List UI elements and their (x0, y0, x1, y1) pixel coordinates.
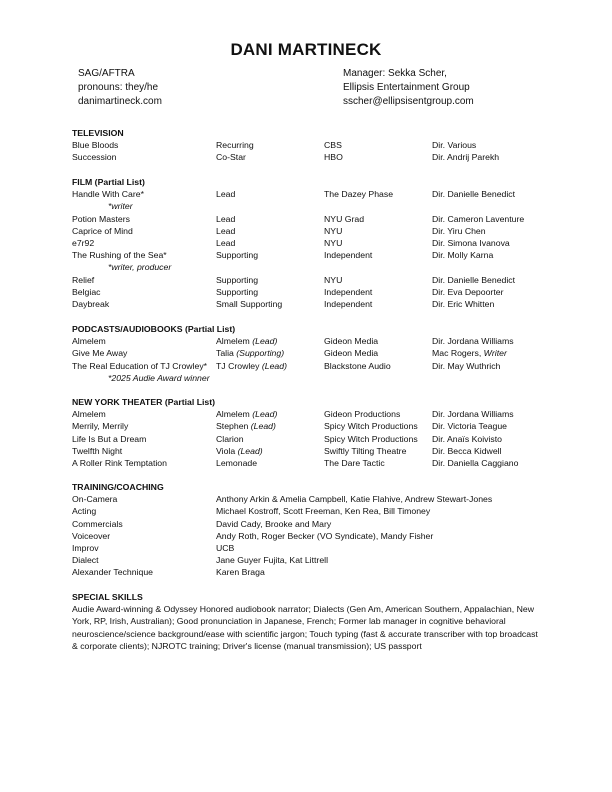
role-type: (Lead) (261, 360, 287, 371)
credit-director: Dir. Andrij Parekh (432, 152, 500, 163)
website: danimartineck.com (78, 96, 162, 107)
credit-company: HBO (324, 152, 343, 163)
role-name: Talia (216, 348, 237, 359)
credit-title: Life Is But a Dream (72, 433, 147, 444)
table-row (72, 274, 552, 286)
television-section (72, 127, 552, 164)
table-row (72, 188, 552, 200)
credit-title: Almelem (72, 409, 106, 420)
credit-director: Dir. Yiru Chen (432, 225, 486, 236)
credit-role (216, 408, 277, 420)
credit-company: NYU Grad (324, 213, 365, 224)
credit-title: The Real Education of TJ Crowley* (72, 360, 208, 371)
credit-role: Small Supporting (216, 298, 283, 309)
table-row (72, 445, 552, 457)
agency: Ellipsis Entertainment Group (343, 82, 470, 93)
table-row (72, 286, 552, 298)
credit-director: Dir. Eric Whitten (432, 298, 495, 309)
training-discipline: Commercials (72, 518, 123, 529)
credit-director (432, 335, 514, 347)
credit-director: Dir. Eva Depoorter (432, 286, 504, 297)
role-name: Lemonade (216, 457, 258, 468)
credit-role (216, 335, 277, 347)
table-row (72, 249, 552, 261)
credit-director: Dir. Becca Kidwell (432, 445, 502, 456)
credit-company: Independent (324, 298, 373, 309)
section-title: TELEVISION (72, 128, 124, 138)
training-discipline: Dialect (72, 555, 99, 566)
credit-role: Recurring (216, 140, 254, 151)
credit-company: Gideon Media (324, 336, 379, 347)
role-name: Almelem (216, 409, 253, 420)
role-name: Clarion (216, 433, 244, 444)
credit-company: NYU (324, 225, 343, 236)
credit-note: *2025 Audie Award winner (108, 372, 210, 383)
training-teachers: Anthony Arkin & Amelia Campbell, Katie Flahive, Andrew Stewart-Jones (216, 494, 493, 505)
credit-title: Blue Bloods (72, 140, 119, 151)
credit-company: Gideon Media (324, 348, 379, 359)
credit-director: Dir. Danielle Benedict (432, 189, 516, 200)
credit-company: NYU (324, 274, 343, 285)
credit-role: Lead (216, 237, 236, 248)
contact-left (78, 67, 162, 109)
role-name: Almelem (216, 336, 253, 347)
credit-company: NYU (324, 237, 343, 248)
table-row (72, 542, 552, 554)
director-role: Writer (483, 348, 507, 359)
credit-director: Dir. Daniella Caggiano (432, 457, 519, 468)
role-name: TJ Crowley (216, 360, 262, 371)
credit-title: Handle With Care* (72, 189, 144, 200)
training-teachers: Karen Braga (216, 567, 265, 578)
credit-company: Independent (324, 286, 373, 297)
credit-title: Belgiac (72, 286, 101, 297)
credit-role (216, 420, 276, 432)
podcasts-section (72, 323, 552, 384)
credit-role (216, 433, 244, 445)
director-name: Mac Rogers, (432, 348, 484, 359)
section-title: FILM (Partial List) (72, 177, 145, 187)
training-discipline: Voiceover (72, 530, 111, 541)
credit-title: Twelfth Night (72, 445, 123, 456)
table-row (72, 347, 552, 359)
credit-role: Lead (216, 213, 236, 224)
film-section (72, 176, 552, 310)
credit-role: Lead (216, 225, 236, 236)
credit-company: Independent (324, 250, 373, 261)
contact-right (343, 67, 474, 109)
credit-title: Caprice of Mind (72, 225, 133, 236)
table-row (72, 505, 552, 517)
training-discipline: On-Camera (72, 494, 118, 505)
manager-email: sscher@ellipsisentgroup.com (343, 96, 474, 107)
training-teachers: Jane Guyer Fujita, Kat Littrell (216, 555, 329, 566)
credit-director: Dir. Jordana Williams (432, 409, 514, 420)
section-title: TRAINING/COACHING (72, 482, 164, 492)
section-title: SPECIAL SKILLS (72, 592, 143, 602)
credit-role: Supporting (216, 286, 259, 297)
training-discipline: Alexander Technique (72, 567, 153, 578)
director-name: Dir. May Wuthrich (432, 360, 501, 371)
table-row (72, 518, 552, 530)
credit-director: Dir. Simona Ivanova (432, 237, 510, 248)
table-row (72, 530, 552, 542)
credit-title: Relief (72, 274, 95, 285)
table-row (72, 554, 552, 566)
training-discipline: Acting (72, 506, 97, 517)
training-teachers: David Cady, Brooke and Mary (216, 518, 332, 529)
credit-title: e7r92 (72, 237, 95, 248)
table-row (72, 213, 552, 225)
theater-section (72, 396, 552, 469)
credit-director (432, 360, 500, 372)
credit-role: Supporting (216, 274, 259, 285)
table-row (72, 225, 552, 237)
training-section (72, 481, 552, 579)
training-teachers: Andy Roth, Roger Becker (VO Syndicate), Mandy Fisher (216, 530, 434, 541)
credit-note: *writer (108, 201, 133, 212)
credit-title: Almelem (72, 336, 106, 347)
credit-title: Merrily, Merrily (72, 421, 129, 432)
training-discipline: Improv (72, 542, 99, 553)
credit-director (432, 347, 507, 359)
credit-company: The Dazey Phase (324, 189, 394, 200)
credit-role (216, 347, 284, 359)
credit-role: Lead (216, 189, 236, 200)
role-type: (Lead) (252, 409, 278, 420)
credit-company: Swiftly Tilting Theatre (324, 445, 407, 456)
credit-role (216, 457, 257, 469)
role-type: (Lead) (252, 336, 278, 347)
credit-company: Spicy Witch Productions (324, 421, 418, 432)
credit-role: Supporting (216, 250, 259, 261)
credit-role (216, 445, 263, 457)
credit-company: Blackstone Audio (324, 360, 391, 371)
credit-company: Gideon Productions (324, 409, 401, 420)
actor-name: DANI MARTINECK (230, 40, 382, 59)
credit-title: Give Me Away (72, 348, 128, 359)
skills-text: Audie Award-winning & Odyssey Honored audiobook narrator; Dialects (Gen Am, American Southern, Appalachian, New York, RP, Irish, Australian); Good pronunciation in Japanese, French; Former lab manager in cognitive behavioral neuroscience/science background/ease with scientific jargon; Touch typing (fast & accurate transcriber with top broadcast & corporate clients); NJROTC training; Driver's license (manual transmission); US passport (72, 604, 538, 651)
union: SAG/AFTRA (78, 68, 135, 79)
credit-director: Dir. Molly Karna (432, 250, 494, 261)
table-row (72, 408, 552, 420)
table-row (72, 493, 552, 505)
table-row (72, 457, 552, 469)
credit-role: Co-Star (216, 152, 246, 163)
table-row (72, 433, 552, 445)
role-type: (Lead) (237, 445, 263, 456)
credit-director: Dir. Victoria Teague (432, 421, 508, 432)
credit-director: Dir. Cameron Laventure (432, 213, 525, 224)
table-row (72, 237, 552, 249)
section-title: NEW YORK THEATER (Partial List) (72, 397, 216, 407)
role-type: (Lead) (250, 421, 276, 432)
training-teachers: Michael Kostroff, Scott Freeman, Ken Rea, Bill Timoney (216, 506, 431, 517)
table-row (72, 420, 552, 432)
table-row (72, 139, 552, 151)
table-row (72, 566, 552, 578)
manager: Manager: Sekka Scher, (343, 68, 447, 79)
table-row (72, 298, 552, 310)
table-row (72, 360, 552, 372)
table-row (72, 151, 552, 163)
skills-section (72, 591, 552, 652)
training-teachers: UCB (216, 542, 235, 553)
pronouns: pronouns: they/he (78, 82, 159, 93)
credit-company: The Dare Tactic (324, 457, 385, 468)
credit-note: *writer, producer (108, 262, 172, 273)
credit-company: Spicy Witch Productions (324, 433, 418, 444)
credit-title: The Rushing of the Sea* (72, 250, 167, 261)
credit-role (216, 360, 287, 372)
role-type: (Supporting) (236, 348, 285, 359)
credit-director: Dir. Danielle Benedict (432, 274, 516, 285)
director-name: Dir. Jordana Williams (432, 336, 514, 347)
credit-title: A Roller Rink Temptation (72, 457, 167, 468)
section-title: PODCASTS/AUDIOBOOKS (Partial List) (72, 324, 236, 334)
credit-company: CBS (324, 140, 342, 151)
role-name: Viola (216, 445, 238, 456)
credit-director: Dir. Various (432, 140, 477, 151)
credit-title: Daybreak (72, 298, 110, 309)
credit-director: Dir. Anaïs Koivisto (432, 433, 503, 444)
role-name: Stephen (216, 421, 251, 432)
table-row (72, 335, 552, 347)
credit-title: Succession (72, 152, 117, 163)
credit-title: Potion Masters (72, 213, 130, 224)
